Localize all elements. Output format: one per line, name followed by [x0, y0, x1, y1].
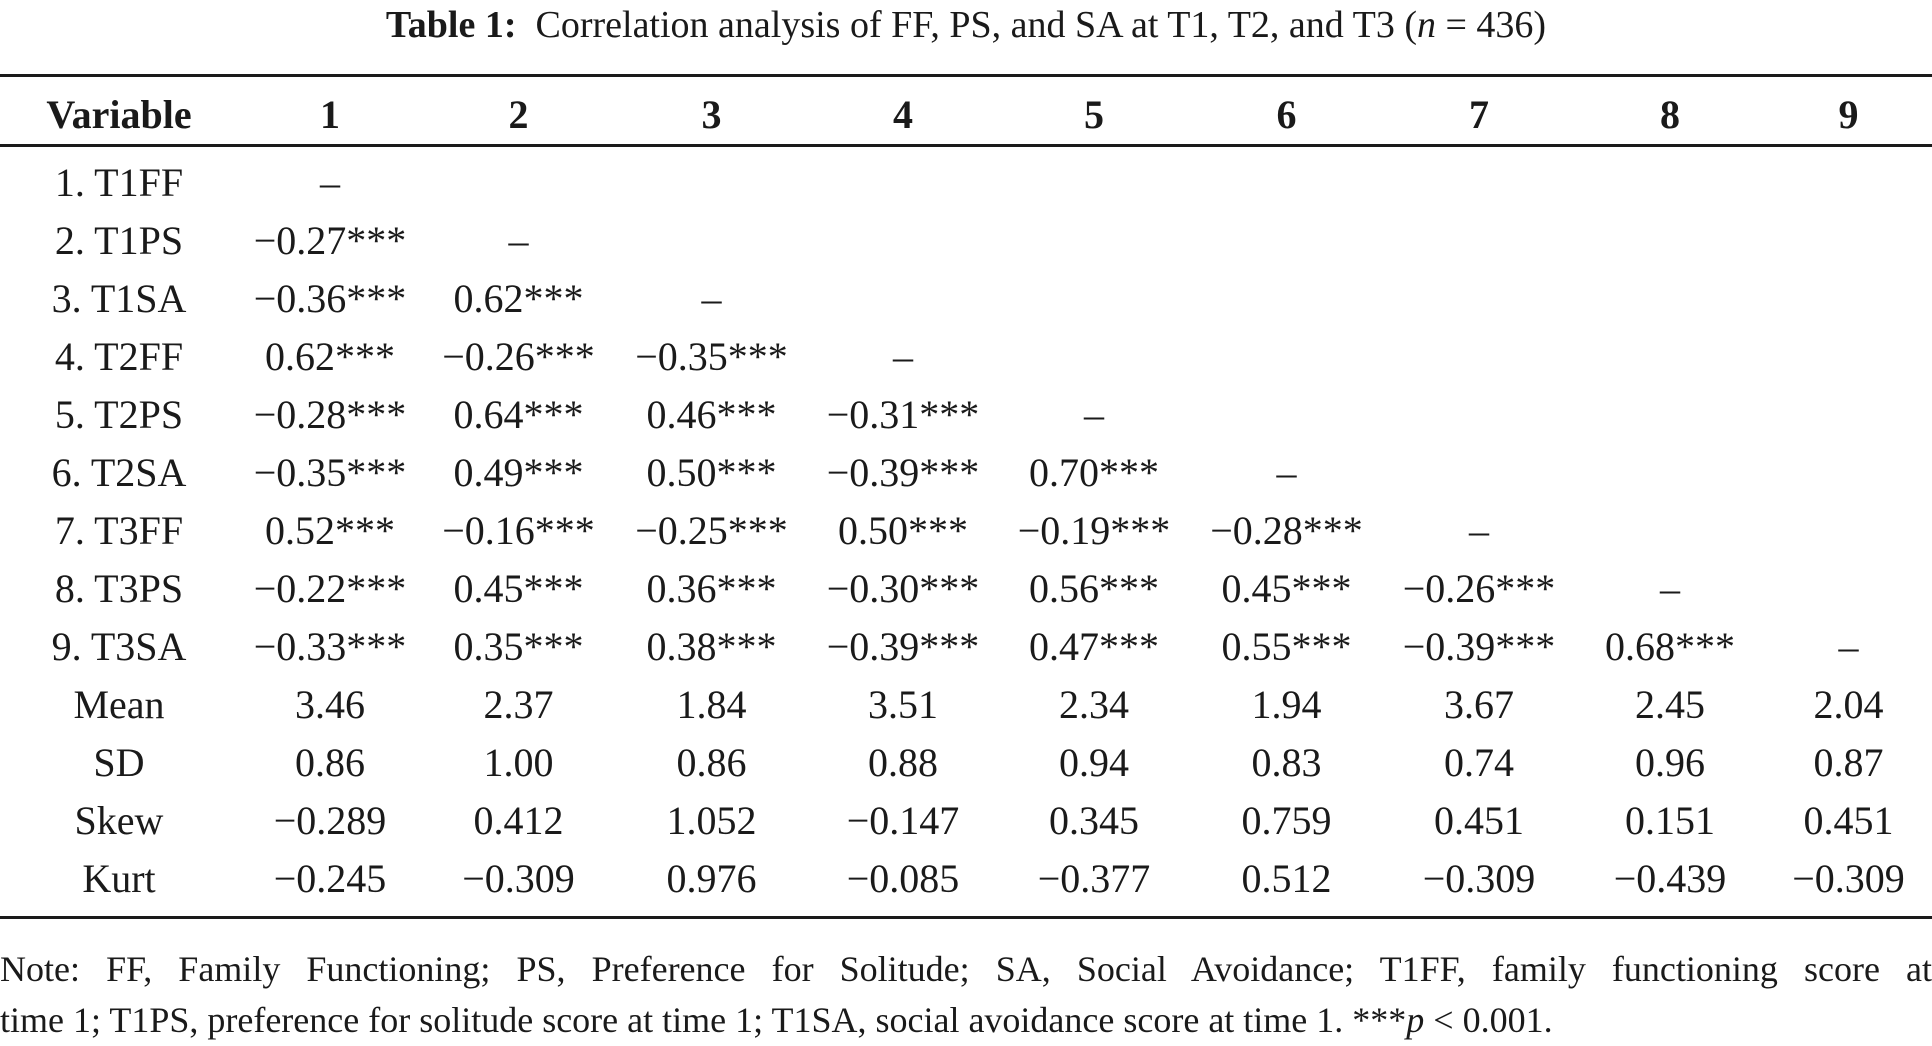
- correlation-cell: −0.26***: [442, 333, 595, 379]
- table-row: [0, 617, 1932, 675]
- correlation-cell: 0.55***: [1221, 623, 1352, 669]
- stat-cell: −0.289: [273, 797, 387, 843]
- correlation-cell: −0.36***: [253, 275, 407, 321]
- row-label: 4. T2FF: [54, 333, 184, 379]
- stat-cell: 1.00: [483, 739, 554, 785]
- correlation-cell: 0.64***: [453, 391, 584, 437]
- note-line-2: [0, 995, 1932, 1046]
- correlation-cell: 0.62***: [265, 333, 395, 379]
- correlation-cell: [1383, 146, 1575, 212]
- correlation-cell: –: [1276, 449, 1297, 495]
- stat-cell: −0.085: [846, 855, 960, 901]
- stat-cell: 0.86: [676, 739, 747, 785]
- correlation-cell: [1190, 327, 1383, 385]
- correlation-cell: [1575, 443, 1765, 501]
- stat-cell: 2.37: [483, 681, 554, 727]
- stat-cell: 0.451: [1434, 797, 1524, 843]
- row-label: Skew: [74, 797, 164, 843]
- correlation-cell: −0.28***: [253, 391, 407, 437]
- correlation-cell: [1383, 211, 1575, 269]
- correlation-cell: [1383, 327, 1575, 385]
- correlation-cell: 0.36***: [646, 565, 777, 611]
- correlation-cell: 0.70***: [1029, 449, 1159, 495]
- correlation-cell: [1575, 327, 1765, 385]
- stat-cell: 0.88: [868, 739, 938, 785]
- correlation-cell: [808, 211, 998, 269]
- correlation-cell: [1190, 385, 1383, 443]
- stat-cell: 3.46: [295, 681, 365, 727]
- header-cell-7: 7: [1383, 84, 1575, 146]
- correlation-cell: [998, 327, 1190, 385]
- correlation-cell: [1383, 443, 1575, 501]
- correlation-cell: [1765, 327, 1932, 385]
- table-row: [0, 269, 1932, 327]
- correlation-cell: –: [1469, 507, 1489, 553]
- correlation-cell: [1765, 211, 1932, 269]
- stat-cell: −0.439: [1613, 855, 1727, 901]
- stat-row: [0, 675, 1932, 733]
- stat-cell: 0.451: [1803, 797, 1894, 843]
- correlation-cell: 0.50***: [838, 507, 968, 553]
- row-label: 7. T3FF: [54, 507, 184, 553]
- stat-cell: 0.83: [1251, 739, 1322, 785]
- row-label: 2. T1PS: [54, 217, 184, 263]
- correlation-cell: 0.49***: [453, 449, 584, 495]
- header-cell-5: 5: [998, 84, 1190, 146]
- correlation-cell: [1383, 269, 1575, 327]
- row-label: 3. T1SA: [51, 275, 187, 321]
- table-row: [0, 501, 1932, 559]
- stat-cell: 3.51: [868, 681, 938, 727]
- correlation-cell: [1765, 146, 1932, 212]
- correlation-cell: [998, 146, 1190, 212]
- stat-cell: 0.94: [1059, 739, 1129, 785]
- note-p-symbol: p: [1406, 1000, 1425, 1040]
- header-cell-6: 6: [1190, 84, 1383, 146]
- stat-cell: 0.86: [295, 739, 365, 785]
- table-row: [0, 443, 1932, 501]
- caption-text: Correlation analysis of FF, PS, and SA at T1, T2, and T3 (: [535, 4, 1417, 46]
- caption-label: Table 1:: [385, 4, 517, 46]
- correlation-cell: −0.39***: [1402, 623, 1556, 669]
- note-p-threshold: < 0.001.: [1424, 1000, 1553, 1040]
- correlation-cell: [1765, 443, 1932, 501]
- correlation-cell: 0.47***: [1029, 623, 1159, 669]
- header-cell-9: 9: [1765, 84, 1932, 146]
- table-row: [0, 211, 1932, 269]
- table-row: [0, 559, 1932, 617]
- correlation-cell: −0.39***: [826, 449, 980, 495]
- correlation-cell: –: [1660, 565, 1680, 611]
- correlation-cell: 0.38***: [646, 623, 777, 669]
- correlation-cell: 0.45***: [453, 565, 584, 611]
- correlation-cell: 0.52***: [265, 507, 395, 553]
- table-top-rule: [0, 74, 1932, 77]
- stat-cell: 2.45: [1635, 681, 1705, 727]
- stat-row: [0, 849, 1932, 907]
- correlation-cell: –: [701, 275, 722, 321]
- correlation-cell: 0.50***: [646, 449, 777, 495]
- stat-cell: 0.512: [1241, 855, 1332, 901]
- table-header: [0, 84, 1932, 146]
- correlation-cell: −0.16***: [442, 507, 595, 553]
- correlation-cell: 0.46***: [646, 391, 777, 437]
- stat-cell: 0.759: [1241, 797, 1332, 843]
- correlation-cell: −0.33***: [253, 623, 407, 669]
- correlation-cell: [422, 146, 615, 212]
- correlation-cell: 0.45***: [1221, 565, 1352, 611]
- correlation-cell: 0.62***: [453, 275, 584, 321]
- correlation-cell: −0.39***: [826, 623, 980, 669]
- correlation-cell: [998, 211, 1190, 269]
- correlation-cell: −0.28***: [1210, 507, 1363, 553]
- correlation-cell: [1765, 559, 1932, 617]
- header-cell-4: 4: [808, 84, 998, 146]
- correlation-cell: –: [1084, 391, 1104, 437]
- row-label: SD: [93, 739, 145, 785]
- caption-n-symbol: n: [1416, 4, 1436, 46]
- stat-cell: −0.309: [462, 855, 575, 901]
- correlation-cell: −0.26***: [1402, 565, 1556, 611]
- correlation-cell: –: [320, 159, 340, 205]
- stat-cell: 0.976: [666, 855, 757, 901]
- correlation-cell: –: [893, 333, 913, 379]
- correlation-cell: [1575, 501, 1765, 559]
- row-label: Kurt: [82, 855, 156, 901]
- stat-cell: −0.309: [1792, 855, 1905, 901]
- stat-cell: −0.309: [1422, 855, 1536, 901]
- correlation-cell: [1765, 269, 1932, 327]
- correlation-cell: [1575, 211, 1765, 269]
- stat-cell: 1.052: [666, 797, 757, 843]
- correlation-cell: 0.68***: [1605, 623, 1735, 669]
- stat-row: [0, 733, 1932, 791]
- correlation-cell: [615, 211, 808, 269]
- note-line-1: Note: FF, Family Functioning; PS, Preference for Solitude; SA, Social Avoidance; T1FF, family functioning score at: [0, 949, 1932, 989]
- stat-cell: 0.412: [473, 797, 564, 843]
- correlation-cell: 0.56***: [1029, 565, 1159, 611]
- correlation-cell: [1190, 269, 1383, 327]
- table-row: [0, 327, 1932, 385]
- caption-n-value: = 436): [1435, 4, 1547, 46]
- correlation-cell: [1765, 501, 1932, 559]
- correlation-cell: –: [1838, 623, 1859, 669]
- correlation-cell: −0.19***: [1017, 507, 1171, 553]
- stat-cell: 0.96: [1635, 739, 1705, 785]
- correlation-cell: [998, 269, 1190, 327]
- row-label: 1. T1FF: [54, 159, 184, 205]
- row-label: 8. T3PS: [54, 565, 184, 611]
- header-cell-8: 8: [1575, 84, 1765, 146]
- stat-cell: 0.151: [1625, 797, 1715, 843]
- stat-cell: −0.245: [273, 855, 387, 901]
- row-label: 6. T2SA: [51, 449, 187, 495]
- row-label: 5. T2PS: [54, 391, 184, 437]
- correlation-cell: −0.25***: [635, 507, 788, 553]
- stat-cell: 2.04: [1813, 681, 1884, 727]
- stat-cell: −0.147: [846, 797, 960, 843]
- correlation-cell: [1765, 385, 1932, 443]
- header-cell-3: 3: [615, 84, 808, 146]
- correlation-cell: 0.35***: [453, 623, 584, 669]
- correlation-cell: −0.35***: [635, 333, 788, 379]
- header-row: [0, 84, 1932, 146]
- correlation-cell: [1575, 269, 1765, 327]
- table-row: [0, 385, 1932, 443]
- table-bottom-rule: [0, 916, 1932, 919]
- correlation-cell: [1575, 146, 1765, 212]
- correlation-cell: [808, 146, 998, 212]
- table-note: [0, 944, 1932, 1046]
- table-row: [0, 146, 1932, 212]
- header-cell-1: 1: [238, 84, 422, 146]
- note-text: time 1; T1PS, preference for solitude score at time 1; T1SA, social avoidance score at time 1. ***: [0, 1000, 1407, 1040]
- stat-cell: 0.74: [1444, 739, 1514, 785]
- correlation-cell: −0.31***: [826, 391, 980, 437]
- header-cell-2: 2: [422, 84, 615, 146]
- stat-cell: 1.84: [676, 681, 747, 727]
- table-caption: [0, 0, 1932, 50]
- stat-cell: 0.345: [1049, 797, 1139, 843]
- correlation-cell: −0.27***: [253, 217, 407, 263]
- correlation-cell: −0.30***: [826, 565, 980, 611]
- correlation-cell: [615, 146, 808, 212]
- correlation-cell: [808, 269, 998, 327]
- stat-cell: 1.94: [1251, 681, 1322, 727]
- correlation-table: [0, 84, 1932, 907]
- stat-cell: 2.34: [1059, 681, 1129, 727]
- stat-cell: −0.377: [1037, 855, 1151, 901]
- correlation-cell: –: [508, 217, 529, 263]
- correlation-cell: −0.22***: [253, 565, 407, 611]
- correlation-cell: [1575, 385, 1765, 443]
- correlation-cell: [1383, 385, 1575, 443]
- correlation-cell: [1190, 211, 1383, 269]
- row-label: Mean: [73, 681, 165, 727]
- stat-cell: 0.87: [1813, 739, 1884, 785]
- correlation-cell: [1190, 146, 1383, 212]
- correlation-cell: −0.35***: [253, 449, 407, 495]
- row-label: 9. T3SA: [51, 623, 187, 669]
- table-body: [0, 146, 1932, 908]
- stat-row: [0, 791, 1932, 849]
- header-cell-variable: Variable: [0, 84, 238, 146]
- stat-cell: 3.67: [1444, 681, 1514, 727]
